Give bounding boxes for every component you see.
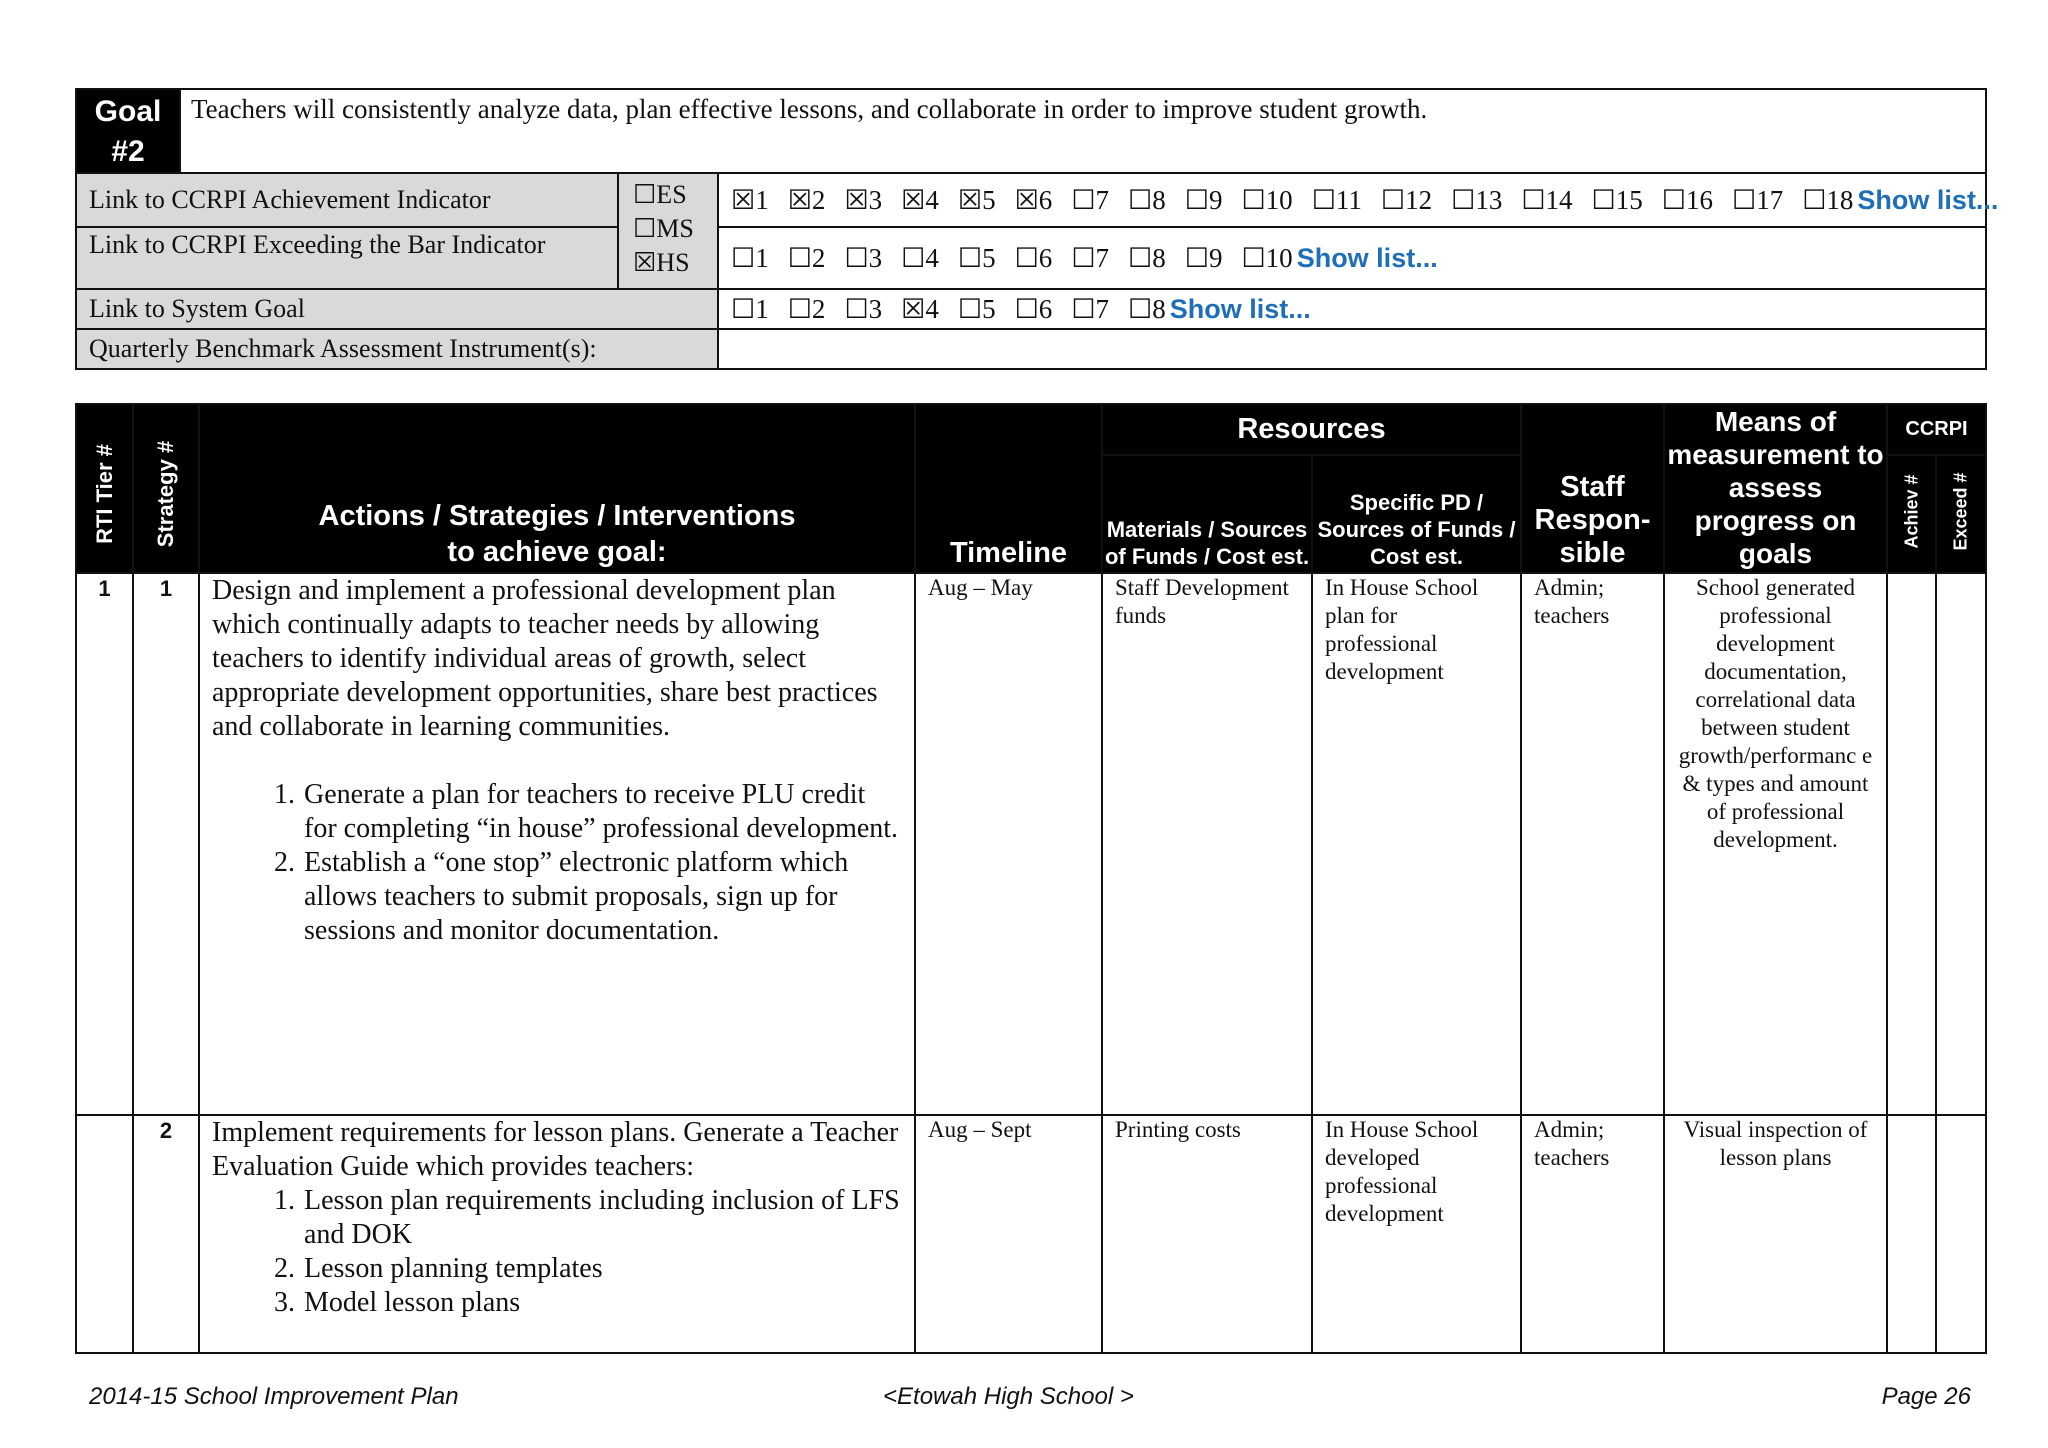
exceeding-checkbox-7[interactable]: ☐7 — [1071, 242, 1110, 273]
action-cell — [199, 1115, 915, 1353]
specific-pd-cell: In House School plan for professional development — [1312, 573, 1521, 1115]
action-item: 2. Lesson planning templates — [302, 1252, 902, 1286]
goal-text: Teachers will consistently analyze data, plan effective lessons, and collaborate in order to improve student growth. — [180, 89, 1986, 173]
action-items-list — [302, 778, 902, 948]
level-es-checkbox[interactable]: ☐ES — [633, 180, 687, 209]
exceeding-checkbox-row — [718, 227, 1986, 289]
achievement-checkbox-2[interactable]: ☒2 — [787, 184, 826, 215]
means-cell: Visual inspection of lesson plans — [1664, 1115, 1887, 1353]
materials-cell: Staff Development funds — [1102, 573, 1312, 1115]
footer-school-name: <Etowah High School > — [883, 1383, 1134, 1410]
strategy-header-text: Strategy # — [153, 440, 178, 548]
exceeding-checkbox-1[interactable]: ☐1 — [731, 242, 769, 273]
timeline-cell: Aug – May — [915, 573, 1102, 1115]
action-items-list — [302, 1184, 902, 1320]
achievement-checkbox-10[interactable]: ☐10 — [1241, 184, 1293, 215]
strategy-number-cell: 1 — [133, 573, 199, 1115]
action-item: 1. Generate a plan for teachers to receive PLU credit for completing “in house” professional development. — [302, 778, 902, 846]
exceed-cell[interactable] — [1936, 1115, 1986, 1353]
strategy-number-cell: 2 — [133, 1115, 199, 1353]
timeline-header: Timeline — [915, 404, 1102, 573]
achievement-checkbox-15[interactable]: ☐15 — [1591, 184, 1643, 215]
exceeding-checkbox-6[interactable]: ☐6 — [1014, 242, 1053, 273]
action-item: 2. Establish a “one stop” electronic platform which allows teachers to submit proposals, sign up for sessions and monitor documentation. — [302, 846, 902, 948]
achievement-checkbox-11[interactable]: ☐11 — [1311, 184, 1362, 215]
goal-label-word: Goal — [94, 95, 162, 128]
achiev-header — [1887, 455, 1936, 573]
actions-header — [199, 404, 915, 573]
table-row — [76, 1115, 1986, 1353]
achievement-checkbox-13[interactable]: ☐13 — [1451, 184, 1503, 215]
goal-label — [76, 89, 180, 173]
system-goal-label: Link to System Goal — [76, 289, 718, 329]
exceeding-checkbox-9[interactable]: ☐9 — [1184, 242, 1223, 273]
achievement-checkbox-14[interactable]: ☐14 — [1521, 184, 1573, 215]
rti-tier-header — [76, 404, 133, 573]
exceeding-checkbox-5[interactable]: ☐5 — [957, 242, 996, 273]
exceeding-checkbox-3[interactable]: ☐3 — [844, 242, 883, 273]
materials-cell: Printing costs — [1102, 1115, 1312, 1353]
system-goal-checkbox-2[interactable]: ☐2 — [787, 293, 826, 324]
achiev-cell[interactable] — [1887, 573, 1936, 1115]
action-table — [75, 403, 1987, 1354]
action-description: Design and implement a professional development plan which continually adapts to teacher needs by allowing teachers to identify individual areas of growth, select appropriate development opportunities, share best practices and collaborate in learning communities. — [212, 575, 878, 742]
footer-plan-title: 2014-15 School Improvement Plan — [89, 1383, 459, 1410]
exceed-header — [1936, 455, 1986, 573]
system-goal-checkbox-3[interactable]: ☐3 — [844, 293, 883, 324]
system-goal-checkbox-4[interactable]: ☒4 — [901, 293, 939, 324]
system-goal-checkbox-5[interactable]: ☐5 — [957, 293, 996, 324]
actions-header-line2: to achieve goal: — [447, 536, 667, 568]
actions-header-line1: Actions / Strategies / Interventions — [318, 500, 796, 532]
ccrpi-header: CCRPI — [1887, 404, 1986, 455]
school-level-checkboxes — [618, 173, 718, 289]
system-goal-checkbox-7[interactable]: ☐7 — [1071, 293, 1110, 324]
system-show-list-link[interactable]: Show list... — [1169, 293, 1311, 324]
timeline-cell: Aug – Sept — [915, 1115, 1102, 1353]
rti-tier-cell — [76, 1115, 133, 1353]
achievement-show-list-link[interactable]: Show list... — [1857, 184, 1999, 215]
materials-header: Materials / Sources of Funds / Cost est. — [1102, 455, 1312, 573]
exceeding-show-list-link[interactable]: Show list... — [1296, 242, 1438, 273]
footer-page-number: Page 26 — [1881, 1383, 1971, 1410]
achiev-cell[interactable] — [1887, 1115, 1936, 1353]
achievement-checkbox-1[interactable]: ☒1 — [731, 184, 769, 215]
benchmark-label: Quarterly Benchmark Assessment Instrument(s): — [76, 329, 718, 369]
table-row — [76, 573, 1986, 1115]
achievement-checkbox-9[interactable]: ☐9 — [1184, 184, 1223, 215]
system-goal-checkbox-6[interactable]: ☐6 — [1014, 293, 1053, 324]
achievement-checkbox-row — [718, 173, 1999, 227]
exceed-cell[interactable] — [1936, 573, 1986, 1115]
means-cell: School generated professional development documentation, correlational data between student growth/performanc e & types and amount of professional development. — [1664, 573, 1887, 1115]
resources-header: Resources — [1102, 404, 1521, 455]
action-cell — [199, 573, 915, 1115]
level-ms-checkbox[interactable]: ☐MS — [633, 214, 694, 243]
exceed-header-text: Exceed # — [1950, 472, 1971, 551]
rti-tier-header-text: RTI Tier # — [91, 444, 117, 544]
goal-table — [75, 88, 1999, 370]
staff-responsible-header: Staff Respon-sible — [1521, 404, 1664, 573]
achiev-header-text: Achiev # — [1901, 474, 1921, 549]
exceeding-checkbox-10[interactable]: ☐10 — [1241, 242, 1293, 273]
system-goal-checkbox-row — [718, 289, 1986, 329]
specific-pd-header: Specific PD / Sources of Funds / Cost est. — [1312, 455, 1521, 573]
strategy-header — [133, 404, 199, 573]
exceeding-indicator-label: Link to CCRPI Exceeding the Bar Indicator — [76, 227, 618, 289]
action-item: 1. Lesson plan requirements including inclusion of LFS and DOK — [302, 1184, 902, 1252]
achievement-checkbox-18[interactable]: ☐18 — [1802, 184, 1854, 215]
exceeding-checkbox-8[interactable]: ☐8 — [1128, 242, 1166, 273]
goal-number: #2 — [111, 135, 145, 168]
achievement-checkbox-17[interactable]: ☐17 — [1731, 184, 1784, 215]
system-goal-checkbox-1[interactable]: ☐1 — [731, 293, 769, 324]
rti-tier-cell: 1 — [76, 573, 133, 1115]
system-goal-checkbox-8[interactable]: ☐8 — [1128, 293, 1166, 324]
staff-cell: Admin; teachers — [1521, 573, 1664, 1115]
achievement-checkbox-6[interactable]: ☒6 — [1014, 184, 1053, 215]
achievement-indicator-label: Link to CCRPI Achievement Indicator — [76, 173, 618, 227]
means-of-measurement-header: Means of measurement to assess progress on goals — [1664, 404, 1887, 573]
achievement-checkbox-7[interactable]: ☐7 — [1071, 184, 1110, 215]
achievement-checkbox-12[interactable]: ☐12 — [1380, 184, 1433, 215]
achievement-checkbox-8[interactable]: ☐8 — [1128, 184, 1166, 215]
level-hs-checkbox[interactable]: ☒HS — [633, 248, 690, 277]
achievement-checkbox-4[interactable]: ☒4 — [901, 184, 939, 215]
action-item: 3. Model lesson plans — [302, 1286, 902, 1320]
staff-cell: Admin; teachers — [1521, 1115, 1664, 1353]
achievement-checkbox-16[interactable]: ☐16 — [1661, 184, 1713, 215]
benchmark-value[interactable] — [718, 329, 1986, 369]
achievement-checkbox-5[interactable]: ☒5 — [957, 184, 996, 215]
exceeding-checkbox-2[interactable]: ☐2 — [787, 242, 826, 273]
achievement-checkbox-3[interactable]: ☒3 — [844, 184, 883, 215]
specific-pd-cell: In House School developed professional development — [1312, 1115, 1521, 1353]
action-description: Implement requirements for lesson plans. Generate a Teacher Evaluation Guide which provides teachers: — [212, 1117, 899, 1182]
exceeding-checkbox-4[interactable]: ☐4 — [901, 242, 939, 273]
